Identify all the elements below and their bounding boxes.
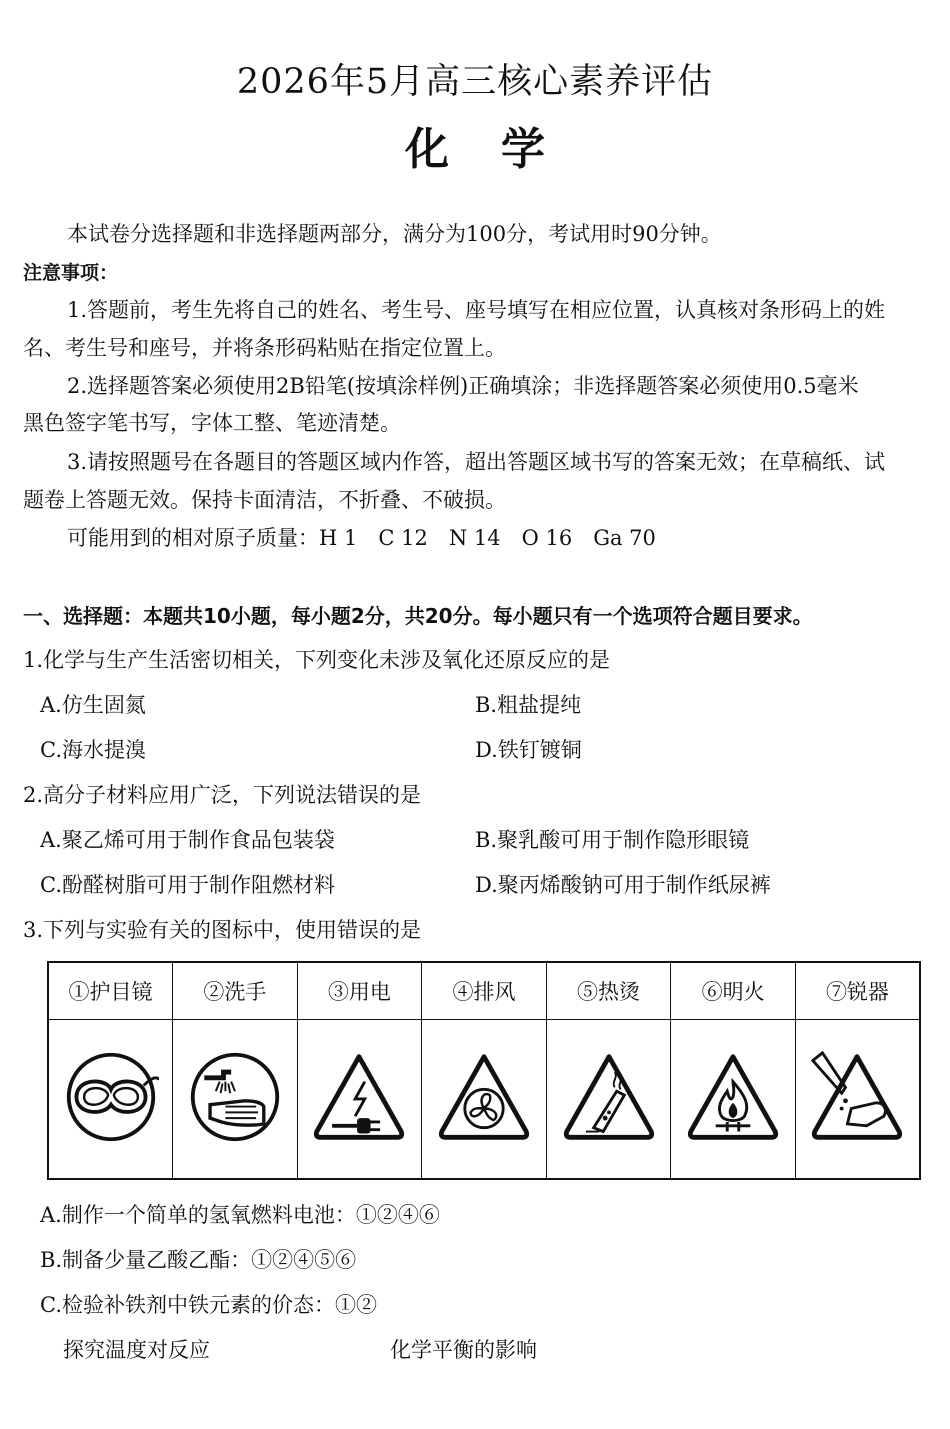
- icon-label-hot-surface: ⑤热烫: [546, 962, 671, 1020]
- atomic-mass-line: 可能用到的相对原子质量：H 1 C 12 N 14 O 16 Ga 70: [67, 526, 656, 550]
- notice-item-1-line-2: 名、考生号和座号，并将条形码粘贴在指定位置上。: [23, 336, 506, 360]
- notice-item-2-line-1: 2.选择题答案必须使用2B铅笔(按填涂样例)正确填涂；非选择题答案必须使用0.5毫米: [67, 374, 859, 398]
- q1-option-a: A.仿生固氮: [40, 693, 146, 717]
- q1-option-c: C.海水提溴: [40, 738, 146, 762]
- icon-label-electricity: ③用电: [297, 962, 422, 1020]
- icon-cell-hot-surface: [546, 1020, 671, 1180]
- icon-label-exhaust: ④排风: [422, 962, 547, 1020]
- goggles-icon: [63, 1049, 159, 1145]
- notice-item-3-line-2: 题卷上答题无效。保持卡面清洁，不折叠、不破损。: [23, 488, 506, 512]
- hand-wash-icon: [187, 1049, 283, 1145]
- sharp-object-icon: [809, 1049, 905, 1145]
- icon-label-hand-wash: ②洗手: [173, 962, 298, 1020]
- q1-stem: 1.化学与生产生活密切相关，下列变化未涉及氧化还原反应的是: [23, 648, 611, 672]
- subject-title: 化学: [405, 124, 597, 175]
- notice-heading: 注意事项：: [23, 262, 119, 284]
- icon-cell-goggles: [48, 1020, 173, 1180]
- exhaust-fan-icon: [436, 1049, 532, 1145]
- q3-option-b: B.制备少量乙酸乙酯：①②④⑤⑥: [40, 1248, 357, 1272]
- icon-cell-exhaust: [422, 1020, 547, 1180]
- icon-label-open-flame: ⑥明火: [671, 962, 796, 1020]
- q2-option-b: B.聚乳酸可用于制作隐形眼镜: [475, 828, 750, 852]
- icon-label-goggles: ①护目镜: [48, 962, 173, 1020]
- icon-label-sharp-object: ⑦锐器: [795, 962, 920, 1020]
- icon-cell-electricity: [297, 1020, 422, 1180]
- q2-option-a: A.聚乙烯可用于制作食品包装袋: [40, 828, 335, 852]
- notice-item-1-line-1: 1.答题前，考生先将自己的姓名、考生号、座号填写在相应位置，认真核对条形码上的姓: [67, 298, 886, 322]
- q3-option-c: C.检验补铁剂中铁元素的价态：①②: [40, 1293, 377, 1317]
- q2-stem: 2.高分子材料应用广泛，下列说法错误的是: [23, 783, 422, 807]
- q1-option-d: D.铁钉镀铜: [475, 738, 582, 762]
- exam-title: 2026年5月高三核心素养评估: [236, 62, 714, 102]
- section-1-heading: 一、选择题：本题共10小题，每小题2分，共20分。每小题只有一个选项符合题目要求。: [23, 604, 813, 628]
- q3-option-a: A.制作一个简单的氢氧燃料电池：①②④⑥: [40, 1203, 440, 1227]
- open-flame-icon: [685, 1049, 781, 1145]
- q1-option-b: B.粗盐提纯: [475, 693, 582, 717]
- notice-item-2-line-2: 黑色签字笔书写，字体工整、笔迹清楚。: [23, 411, 401, 435]
- q3-stem: 3.下列与实验有关的图标中，使用错误的是: [23, 918, 422, 942]
- icon-cell-hand-wash: [173, 1020, 298, 1180]
- electricity-icon: [311, 1049, 407, 1145]
- q3-option-d-part-2: 化学平衡的影响: [390, 1338, 537, 1362]
- lab-icons-table: [47, 961, 921, 1180]
- icon-cell-open-flame: [671, 1020, 796, 1180]
- notice-item-3-line-1: 3.请按照题号在各题目的答题区域内作答，超出答题区域书写的答案无效；在草稿纸、试: [67, 450, 886, 474]
- q2-option-d: D.聚丙烯酸钠可用于制作纸尿裤: [475, 873, 771, 897]
- q2-option-c: C.酚醛树脂可用于制作阻燃材料: [40, 873, 335, 897]
- q3-option-d-part-1: 探究温度对反应: [63, 1338, 210, 1362]
- intro-text: 本试卷分选择题和非选择题两部分，满分为100分，考试用时90分钟。: [67, 222, 722, 246]
- icon-cell-sharp-object: [795, 1020, 920, 1180]
- hot-surface-icon: [561, 1049, 657, 1145]
